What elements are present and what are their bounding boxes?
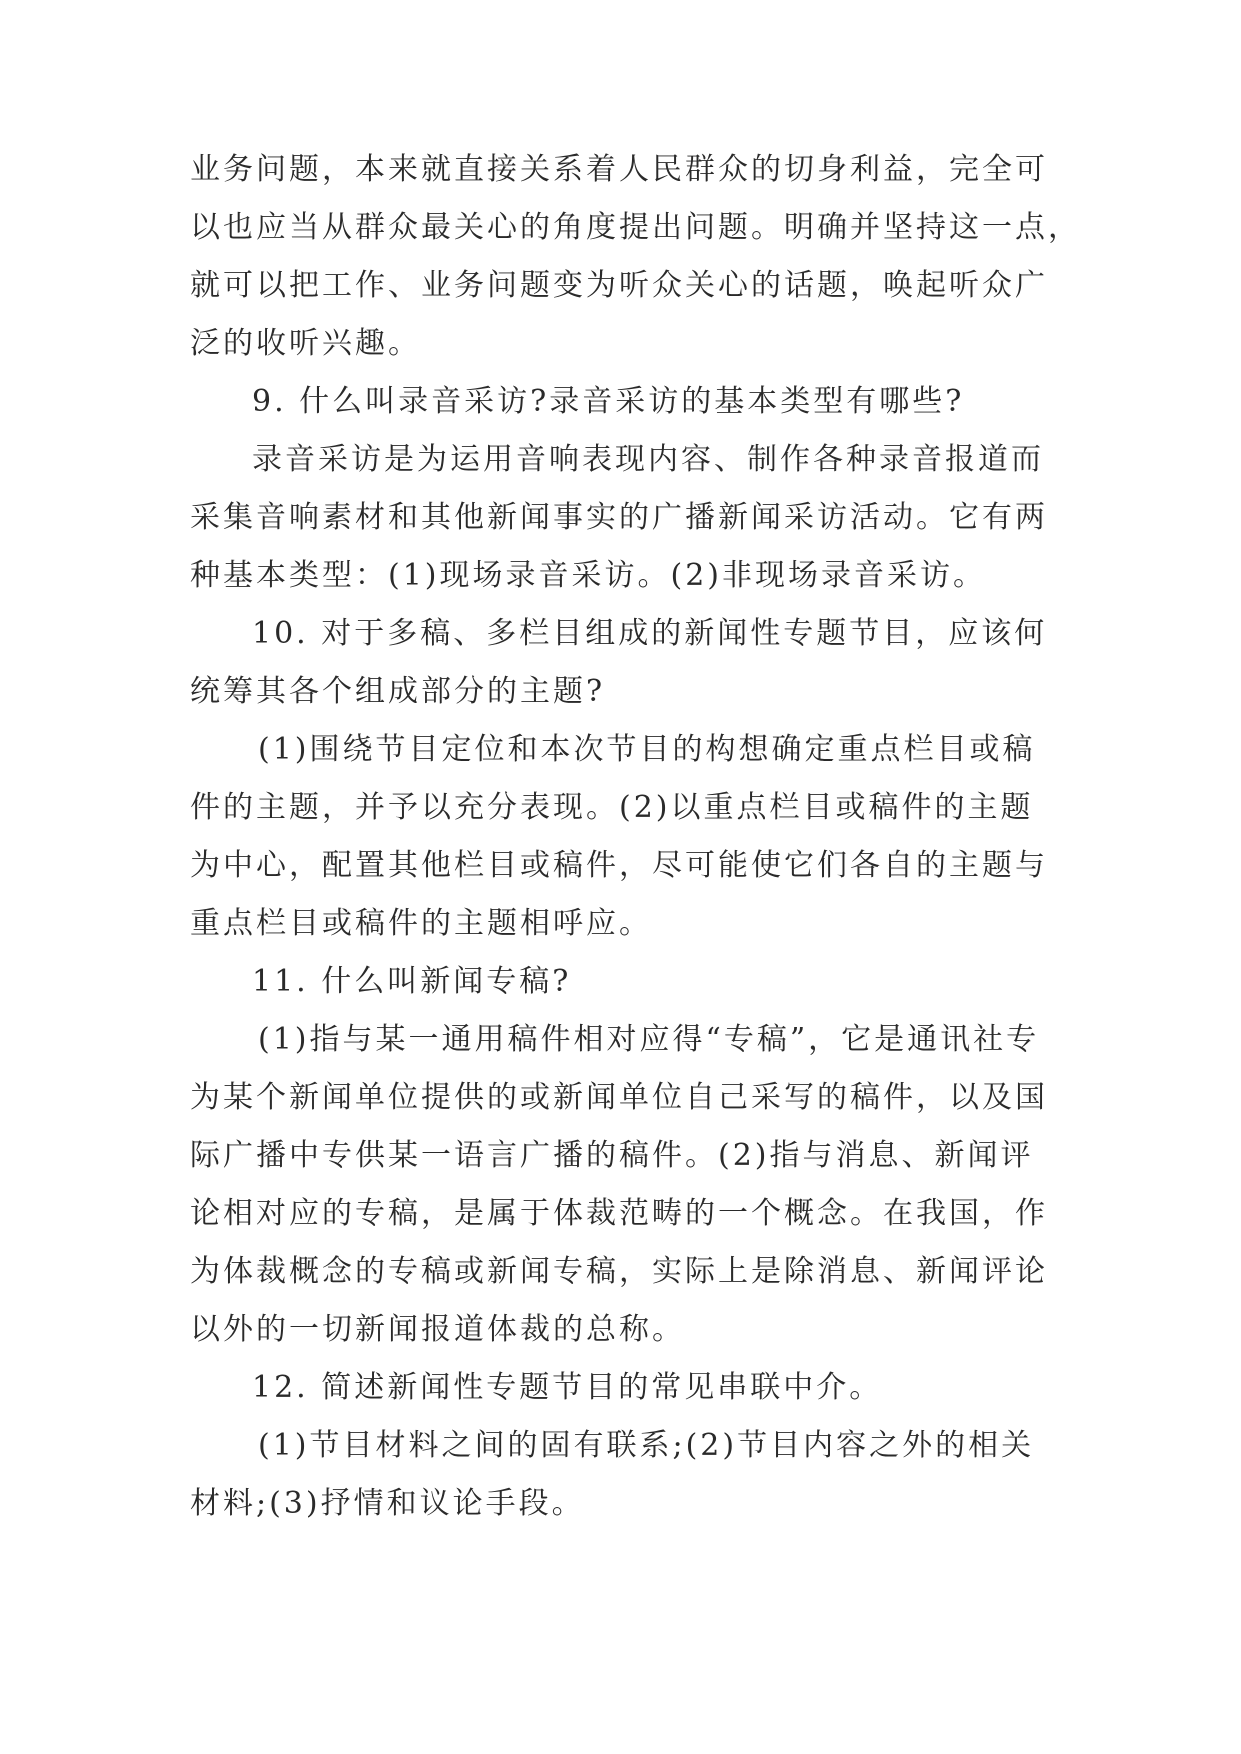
text-line: 种基本类型：(1)现场录音采访。(2)非现场录音采访。 (190, 558, 986, 593)
text-line: 际广播中专供某一语言广播的稿件。(2)指与消息、新闻评 (190, 1138, 1034, 1173)
text-line: (1)节目材料之间的固有联系;(2)节目内容之外的相关 (258, 1428, 1035, 1463)
text-line: 统筹其各个组成部分的主题? (190, 674, 606, 709)
text-line: 为中心，配置其他栏目或稿件，尽可能使它们各自的主题与 (190, 848, 1048, 883)
text-line: 泛的收听兴趣。 (190, 326, 421, 361)
text-line: 以外的一切新闻报道体裁的总称。 (190, 1312, 685, 1347)
question-heading: 11. 什么叫新闻专稿? (252, 964, 572, 999)
question-heading: 9. 什么叫录音采访?录音采访的基本类型有哪些? (252, 384, 965, 419)
text-line: 录音采访是为运用音响表现内容、制作各种录音报道而 (252, 442, 1044, 477)
text-line: 件的主题，并予以充分表现。(2)以重点栏目或稿件的主题 (190, 790, 1034, 825)
text-line: 论相对应的专稿，是属于体裁范畴的一个概念。在我国，作 (190, 1196, 1048, 1231)
text-line: 业务问题，本来就直接关系着人民群众的切身利益，完全可 (190, 152, 1048, 187)
text-line: 采集音响素材和其他新闻事实的广播新闻采访活动。它有两 (190, 500, 1048, 535)
text-line: 为体裁概念的专稿或新闻专稿，实际上是除消息、新闻评论 (190, 1254, 1048, 1289)
text-line: 就可以把工作、业务问题变为听众关心的话题，唤起听众广 (190, 268, 1048, 303)
text-line: 以也应当从群众最关心的角度提出问题。明确并坚持这一点， (190, 210, 1081, 245)
text-line: 重点栏目或稿件的主题相呼应。 (190, 906, 652, 941)
text-line: (1)围绕节目定位和本次节目的构想确定重点栏目或稿 (258, 732, 1036, 767)
text-line: 为某个新闻单位提供的或新闻单位自己采写的稿件，以及国 (190, 1080, 1048, 1115)
text-line: (1)指与某一通用稿件相对应得“专稿”，它是通讯社专 (258, 1022, 1040, 1057)
text-line: 材料;(3)抒情和议论手段。 (190, 1486, 585, 1521)
question-heading: 10. 对于多稿、多栏目组成的新闻性专题节目，应该何 (252, 616, 1048, 651)
question-heading: 12. 简述新闻性专题节目的常见串联中介。 (252, 1370, 883, 1405)
